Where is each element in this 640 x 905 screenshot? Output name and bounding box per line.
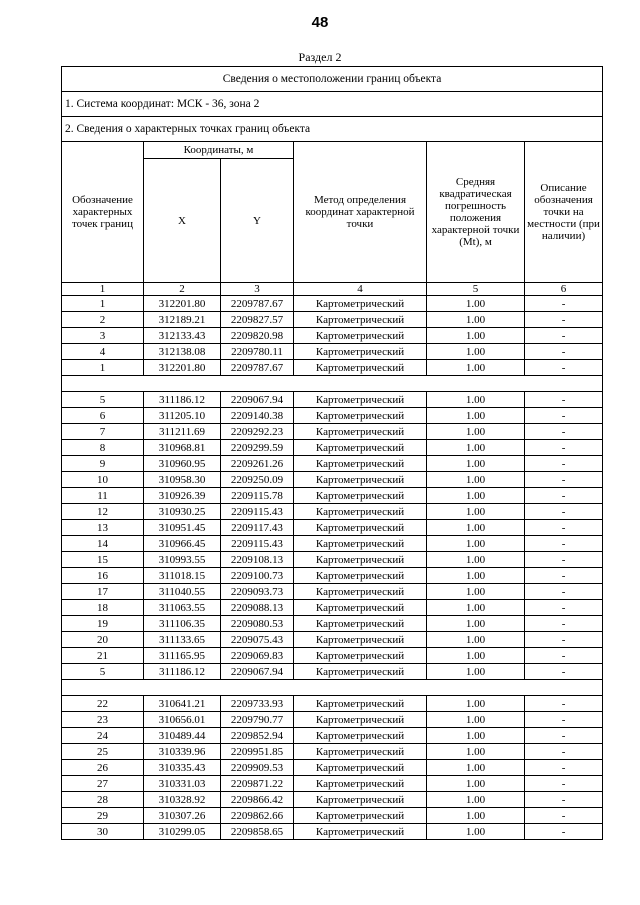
table-row <box>62 824 603 840</box>
table-row <box>62 600 603 616</box>
group-separator <box>62 680 603 696</box>
table-row <box>62 296 603 312</box>
error-value: 1.00 <box>427 312 525 328</box>
point-id: 10 <box>62 472 144 488</box>
coord-y: 2209790.77 <box>221 712 294 728</box>
description-value: - <box>525 520 603 536</box>
table-row <box>62 424 603 440</box>
method: Картометрический <box>294 648 427 664</box>
coord-y: 2209299.59 <box>221 440 294 456</box>
table-row <box>62 328 603 344</box>
column-number-row <box>62 283 603 296</box>
coord-y: 2209088.13 <box>221 600 294 616</box>
coord-y: 2209733.93 <box>221 696 294 712</box>
table-row <box>62 616 603 632</box>
error-value: 1.00 <box>427 360 525 376</box>
boundary-points-table <box>61 66 603 840</box>
error-value: 1.00 <box>427 776 525 792</box>
point-id: 22 <box>62 696 144 712</box>
coord-x: 310966.45 <box>144 536 221 552</box>
coord-x: 310299.05 <box>144 824 221 840</box>
method: Картометрический <box>294 664 427 680</box>
error-value: 1.00 <box>427 408 525 424</box>
table-row <box>62 648 603 664</box>
method: Картометрический <box>294 744 427 760</box>
description-value: - <box>525 328 603 344</box>
error-value: 1.00 <box>427 328 525 344</box>
point-id: 12 <box>62 504 144 520</box>
error-value: 1.00 <box>427 648 525 664</box>
description-value: - <box>525 392 603 408</box>
table-row <box>62 456 603 472</box>
point-id: 13 <box>62 520 144 536</box>
point-id: 24 <box>62 728 144 744</box>
method: Картометрический <box>294 808 427 824</box>
method: Картометрический <box>294 616 427 632</box>
description-value: - <box>525 536 603 552</box>
coord-y: 2209067.94 <box>221 392 294 408</box>
point-id: 9 <box>62 456 144 472</box>
point-id: 30 <box>62 824 144 840</box>
description-value: - <box>525 632 603 648</box>
coord-y: 2209100.73 <box>221 568 294 584</box>
description-value: - <box>525 600 603 616</box>
description-value: - <box>525 568 603 584</box>
method: Картометрический <box>294 824 427 840</box>
description-value: - <box>525 712 603 728</box>
point-id: 29 <box>62 808 144 824</box>
error-value: 1.00 <box>427 824 525 840</box>
table-row <box>62 488 603 504</box>
description-value: - <box>525 440 603 456</box>
table-row <box>62 472 603 488</box>
point-id: 5 <box>62 392 144 408</box>
error-value: 1.00 <box>427 504 525 520</box>
column-number: 1 <box>62 283 144 296</box>
coord-x: 311211.69 <box>144 424 221 440</box>
table-row <box>62 520 603 536</box>
error-value: 1.00 <box>427 808 525 824</box>
header-row-top <box>62 142 603 159</box>
point-id: 1 <box>62 360 144 376</box>
column-number: 4 <box>294 283 427 296</box>
coord-x: 312138.08 <box>144 344 221 360</box>
coord-x: 312201.80 <box>144 360 221 376</box>
coord-x: 311133.65 <box>144 632 221 648</box>
point-id: 7 <box>62 424 144 440</box>
description-value: - <box>525 552 603 568</box>
coord-y: 2209261.26 <box>221 456 294 472</box>
coord-x: 311205.10 <box>144 408 221 424</box>
point-id: 28 <box>62 792 144 808</box>
error-value: 1.00 <box>427 440 525 456</box>
error-value: 1.00 <box>427 296 525 312</box>
coord-system-row <box>62 92 603 117</box>
point-id: 1 <box>62 296 144 312</box>
method: Картометрический <box>294 440 427 456</box>
coord-y: 2209909.53 <box>221 760 294 776</box>
coord-x: 310960.95 <box>144 456 221 472</box>
description-value: - <box>525 344 603 360</box>
description-value: - <box>525 696 603 712</box>
table-row <box>62 504 603 520</box>
error-value: 1.00 <box>427 728 525 744</box>
points-title: 2. Сведения о характерных точках границ объекта <box>62 117 603 142</box>
method: Картометрический <box>294 792 427 808</box>
point-id: 3 <box>62 328 144 344</box>
description-value: - <box>525 616 603 632</box>
description-value: - <box>525 584 603 600</box>
method: Картометрический <box>294 584 427 600</box>
error-value: 1.00 <box>427 488 525 504</box>
coord-x: 312133.43 <box>144 328 221 344</box>
method: Картометрический <box>294 424 427 440</box>
coord-x: 310926.39 <box>144 488 221 504</box>
column-number: 6 <box>525 283 603 296</box>
column-number: 5 <box>427 283 525 296</box>
error-value: 1.00 <box>427 712 525 728</box>
method: Картометрический <box>294 552 427 568</box>
table-row <box>62 360 603 376</box>
method: Картометрический <box>294 344 427 360</box>
description-value: - <box>525 360 603 376</box>
method: Картометрический <box>294 568 427 584</box>
coord-y: 2209787.67 <box>221 296 294 312</box>
error-value: 1.00 <box>427 552 525 568</box>
column-number: 2 <box>144 283 221 296</box>
error-value: 1.00 <box>427 760 525 776</box>
table-row <box>62 696 603 712</box>
point-id: 15 <box>62 552 144 568</box>
method: Картометрический <box>294 696 427 712</box>
table-row <box>62 632 603 648</box>
coord-x: 310339.96 <box>144 744 221 760</box>
method: Картометрический <box>294 456 427 472</box>
header-y: Y <box>221 159 294 283</box>
coord-y: 2209108.13 <box>221 552 294 568</box>
point-id: 4 <box>62 344 144 360</box>
table-row <box>62 760 603 776</box>
table-row <box>62 408 603 424</box>
error-value: 1.00 <box>427 344 525 360</box>
error-value: 1.00 <box>427 424 525 440</box>
description-value: - <box>525 776 603 792</box>
table-row <box>62 440 603 456</box>
description-value: - <box>525 424 603 440</box>
description-value: - <box>525 744 603 760</box>
coord-y: 2209115.78 <box>221 488 294 504</box>
coord-system: 1. Система координат: МСК - 36, зона 2 <box>62 92 603 117</box>
coord-x: 310993.55 <box>144 552 221 568</box>
coord-x: 311106.35 <box>144 616 221 632</box>
section-title: Раздел 2 <box>298 50 342 64</box>
table-title: Сведения о местоположении границ объекта <box>62 67 603 92</box>
table-row <box>62 776 603 792</box>
point-id: 20 <box>62 632 144 648</box>
point-id: 11 <box>62 488 144 504</box>
point-id: 2 <box>62 312 144 328</box>
coord-y: 2209117.43 <box>221 520 294 536</box>
description-value: - <box>525 792 603 808</box>
method: Картометрический <box>294 408 427 424</box>
column-number: 3 <box>221 283 294 296</box>
coord-x: 312189.21 <box>144 312 221 328</box>
group-separator-row <box>62 680 603 696</box>
coord-x: 310930.25 <box>144 504 221 520</box>
error-value: 1.00 <box>427 664 525 680</box>
header-coords: Координаты, м <box>144 142 294 159</box>
coord-y: 2209292.23 <box>221 424 294 440</box>
group-separator-row <box>62 376 603 392</box>
error-value: 1.00 <box>427 696 525 712</box>
group-separator <box>62 376 603 392</box>
method: Картометрический <box>294 632 427 648</box>
method: Картометрический <box>294 392 427 408</box>
description-value: - <box>525 664 603 680</box>
description-value: - <box>525 824 603 840</box>
point-id: 16 <box>62 568 144 584</box>
method: Картометрический <box>294 600 427 616</box>
description-value: - <box>525 456 603 472</box>
error-value: 1.00 <box>427 600 525 616</box>
description-value: - <box>525 504 603 520</box>
description-value: - <box>525 648 603 664</box>
table-row <box>62 792 603 808</box>
table-row <box>62 744 603 760</box>
coord-y: 2209852.94 <box>221 728 294 744</box>
table-row <box>62 552 603 568</box>
coord-y: 2209075.43 <box>221 632 294 648</box>
method: Картометрический <box>294 328 427 344</box>
coord-x: 311018.15 <box>144 568 221 584</box>
method: Картометрический <box>294 728 427 744</box>
error-value: 1.00 <box>427 392 525 408</box>
coord-y: 2209115.43 <box>221 504 294 520</box>
error-value: 1.00 <box>427 632 525 648</box>
method: Картометрический <box>294 296 427 312</box>
description-value: - <box>525 488 603 504</box>
coord-x: 310328.92 <box>144 792 221 808</box>
method: Картометрический <box>294 760 427 776</box>
table-row <box>62 312 603 328</box>
coord-y: 2209780.11 <box>221 344 294 360</box>
coord-x: 311165.95 <box>144 648 221 664</box>
coord-x: 311186.12 <box>144 664 221 680</box>
error-value: 1.00 <box>427 792 525 808</box>
description-value: - <box>525 408 603 424</box>
point-id: 14 <box>62 536 144 552</box>
error-value: 1.00 <box>427 520 525 536</box>
header-error: Средняя квадратическая погрешность положения характерной точки (Mt), м <box>427 142 525 283</box>
page-number: 48 <box>311 14 329 31</box>
header-designation: Обозначение характерных точек границ <box>62 142 144 283</box>
coord-y: 2209862.66 <box>221 808 294 824</box>
coord-x: 311040.55 <box>144 584 221 600</box>
coord-x: 310951.45 <box>144 520 221 536</box>
table-row <box>62 584 603 600</box>
coord-x: 310958.30 <box>144 472 221 488</box>
description-value: - <box>525 312 603 328</box>
point-id: 18 <box>62 600 144 616</box>
point-id: 21 <box>62 648 144 664</box>
error-value: 1.00 <box>427 744 525 760</box>
error-value: 1.00 <box>427 456 525 472</box>
method: Картометрический <box>294 360 427 376</box>
coord-y: 2209858.65 <box>221 824 294 840</box>
table-row <box>62 344 603 360</box>
coord-y: 2209951.85 <box>221 744 294 760</box>
coord-x: 310641.21 <box>144 696 221 712</box>
coord-x: 310656.01 <box>144 712 221 728</box>
point-id: 27 <box>62 776 144 792</box>
method: Картометрический <box>294 536 427 552</box>
coord-x: 310331.03 <box>144 776 221 792</box>
method: Картометрический <box>294 472 427 488</box>
coord-y: 2209093.73 <box>221 584 294 600</box>
table-row <box>62 712 603 728</box>
coord-y: 2209866.42 <box>221 792 294 808</box>
point-id: 8 <box>62 440 144 456</box>
coord-x: 312201.80 <box>144 296 221 312</box>
description-value: - <box>525 808 603 824</box>
coord-x: 310489.44 <box>144 728 221 744</box>
point-id: 5 <box>62 664 144 680</box>
error-value: 1.00 <box>427 584 525 600</box>
table-row <box>62 392 603 408</box>
header-x: X <box>144 159 221 283</box>
description-value: - <box>525 296 603 312</box>
coord-y: 2209069.83 <box>221 648 294 664</box>
method: Картометрический <box>294 488 427 504</box>
table-title-row <box>62 67 603 92</box>
table-row <box>62 728 603 744</box>
method: Картометрический <box>294 776 427 792</box>
table-row <box>62 808 603 824</box>
table-row <box>62 568 603 584</box>
coord-y: 2209115.43 <box>221 536 294 552</box>
method: Картометрический <box>294 712 427 728</box>
point-id: 26 <box>62 760 144 776</box>
coord-y: 2209827.57 <box>221 312 294 328</box>
point-id: 23 <box>62 712 144 728</box>
point-id: 25 <box>62 744 144 760</box>
error-value: 1.00 <box>427 568 525 584</box>
header-description: Описание обозначения точки на местности (при наличии) <box>525 142 603 283</box>
description-value: - <box>525 760 603 776</box>
method: Картометрический <box>294 312 427 328</box>
coord-y: 2209080.53 <box>221 616 294 632</box>
error-value: 1.00 <box>427 536 525 552</box>
coord-x: 310335.43 <box>144 760 221 776</box>
point-id: 17 <box>62 584 144 600</box>
coord-y: 2209067.94 <box>221 664 294 680</box>
coord-y: 2209140.38 <box>221 408 294 424</box>
coord-x: 311063.55 <box>144 600 221 616</box>
coord-y: 2209820.98 <box>221 328 294 344</box>
coord-y: 2209250.09 <box>221 472 294 488</box>
coord-y: 2209871.22 <box>221 776 294 792</box>
point-id: 19 <box>62 616 144 632</box>
coord-x: 310307.26 <box>144 808 221 824</box>
point-id: 6 <box>62 408 144 424</box>
coord-y: 2209787.67 <box>221 360 294 376</box>
points-title-row <box>62 117 603 142</box>
method: Картометрический <box>294 504 427 520</box>
description-value: - <box>525 472 603 488</box>
coord-x: 311186.12 <box>144 392 221 408</box>
error-value: 1.00 <box>427 472 525 488</box>
method: Картометрический <box>294 520 427 536</box>
description-value: - <box>525 728 603 744</box>
header-method: Метод определения координат характерной точки <box>294 142 427 283</box>
table-row <box>62 664 603 680</box>
table-row <box>62 536 603 552</box>
error-value: 1.00 <box>427 616 525 632</box>
coord-x: 310968.81 <box>144 440 221 456</box>
